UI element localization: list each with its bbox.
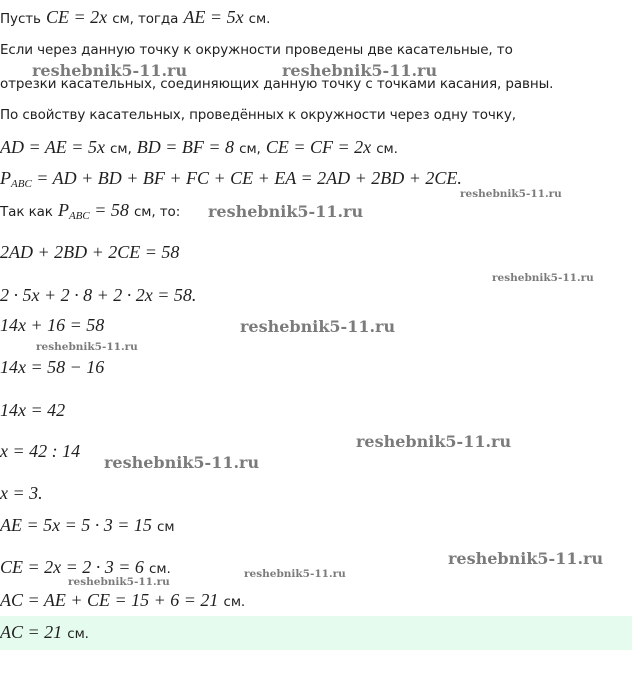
perimeter-sub: ABC <box>11 178 32 190</box>
eq-unit-b: см, <box>239 141 261 157</box>
ce-line <box>0 557 171 578</box>
since-line <box>0 200 180 222</box>
theorem-line-1: Если через данную точку к окружности проведены две касательные, то <box>0 42 513 58</box>
since-sub: ABC <box>68 210 90 222</box>
equalities-line <box>0 137 398 158</box>
watermark: reshebnik5-11.ru <box>244 568 346 580</box>
step-3: 14x + 16 = 58 <box>0 315 105 335</box>
ae-line <box>0 515 174 536</box>
eq-unit-c: см. <box>376 141 398 157</box>
ae-unit: см <box>157 519 175 535</box>
ce-expr: CE = 2x = 2 · 3 = 6 <box>0 557 144 577</box>
watermark: reshebnik5-11.ru <box>240 317 396 336</box>
step-4: 14x = 58 − 16 <box>0 357 105 377</box>
perimeter-p: P <box>0 168 11 188</box>
step-7: x = 3. <box>0 483 43 503</box>
since-value: = 58 <box>94 200 129 220</box>
watermark: reshebnik5-11.ru <box>32 61 188 80</box>
watermark: reshebnik5-11.ru <box>208 202 364 221</box>
ae-expr: AE = 5x = 5 · 3 = 15 <box>0 515 152 535</box>
eq-unit-a: см, <box>110 141 132 157</box>
since-p: P <box>57 200 69 220</box>
ac-line <box>0 590 245 611</box>
ac-expr: AC = AE + CE = 15 + 6 = 21 <box>0 590 219 610</box>
ce-unit: см. <box>149 561 171 577</box>
intro-eq2: AE = 5x <box>183 7 244 27</box>
intro-mid: см, тогда <box>112 11 179 27</box>
eq-ad-ae: AD = AE = 5x <box>0 137 105 157</box>
watermark: reshebnik5-11.ru <box>36 341 138 353</box>
step-6: x = 42 : 14 <box>0 441 81 461</box>
theorem-line-2: отрезки касательных, соединяющих данную точку с точками касания, равны. <box>0 76 554 92</box>
step-1: 2AD + 2BD + 2CE = 58 <box>0 242 180 262</box>
perimeter-line <box>0 168 462 190</box>
since-suffix: см, то: <box>133 204 181 220</box>
property-text: По свойству касательных, проведённых к окружности через одну точку, <box>0 107 516 123</box>
answer-expr: AC = 21 <box>0 622 63 642</box>
perimeter-expr: = AD + BD + BF + FC + CE + EA = 2AD + 2BD + 2CE. <box>36 168 462 188</box>
answer-unit: см. <box>67 626 89 642</box>
step-5: 14x = 42 <box>0 400 66 420</box>
watermark: reshebnik5-11.ru <box>460 188 562 200</box>
intro-eq1: CE = 2x <box>45 7 108 27</box>
intro-line <box>0 7 270 28</box>
watermark: reshebnik5-11.ru <box>104 453 260 472</box>
watermark: reshebnik5-11.ru <box>68 576 170 588</box>
step-2: 2 · 5x + 2 · 8 + 2 · 2x = 58. <box>0 285 197 305</box>
intro-prefix: Пусть <box>0 11 41 27</box>
watermark: reshebnik5-11.ru <box>282 61 438 80</box>
eq-bd-bf: BD = BF = 8 <box>136 137 235 157</box>
since-prefix: Так как <box>0 204 53 220</box>
answer-box <box>0 616 632 650</box>
eq-ce-cf: CE = CF = 2x <box>265 137 372 157</box>
watermark: reshebnik5-11.ru <box>356 432 512 451</box>
intro-suffix: см. <box>248 11 271 27</box>
watermark: reshebnik5-11.ru <box>492 272 594 284</box>
ac-unit: см. <box>223 594 246 610</box>
watermark: reshebnik5-11.ru <box>448 549 604 568</box>
